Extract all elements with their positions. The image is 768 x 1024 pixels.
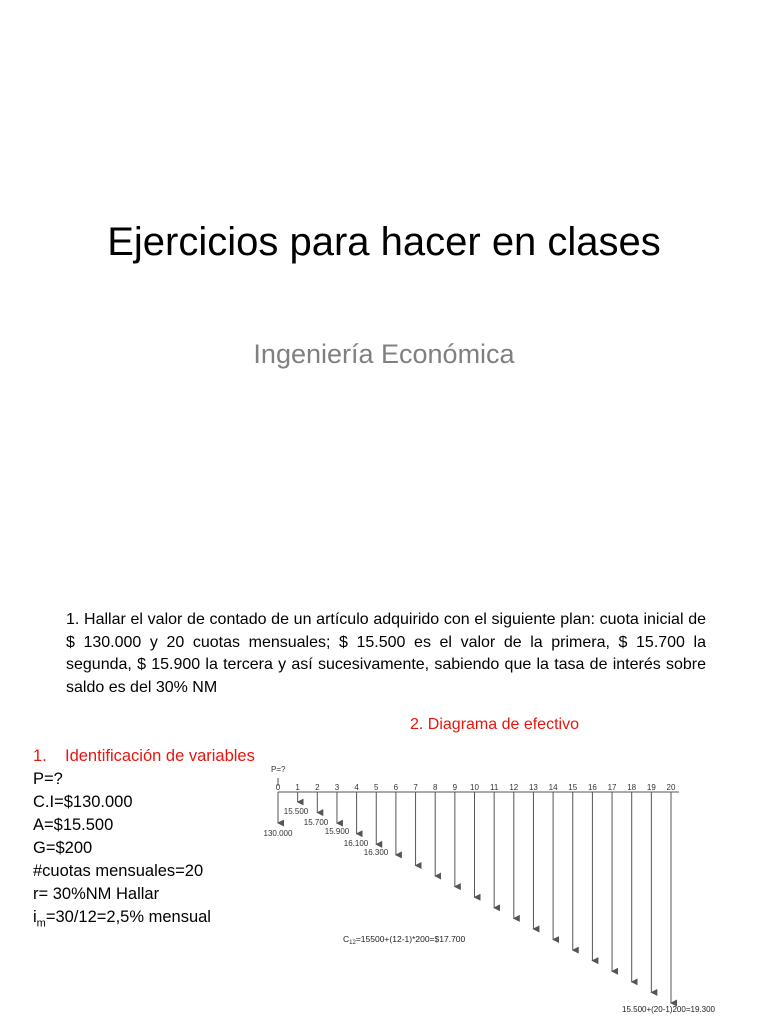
period-label: 2 [315,783,320,792]
period-label: 9 [452,783,458,792]
rate-value: =30/12=2,5% mensual [45,908,211,926]
period-label: 15 [568,783,578,792]
period-label: 12 [509,783,519,792]
period-label: 20 [666,783,676,792]
formula-period-20: 15.500+(20-1)200=19.300 [622,1005,715,1014]
slide-subtitle: Ingeniería Económica [253,339,515,369]
period-label: 14 [548,783,558,792]
period-label: 8 [432,783,438,792]
variable-line: C.I=$130.000 [33,793,133,811]
diagram-heading: 2. Diagrama de efectivo [410,716,579,733]
variable-line: P=? [33,770,63,788]
initial-payment-label: 130.000 [263,829,293,838]
period-label: 10 [470,783,479,792]
period-label: 17 [607,783,617,792]
formula-period-12: $C_{12}=15500+(12-1)*200=\$17.700$ [343,934,466,946]
variable-line: G=$200 [33,839,93,857]
problem-statement: 1. Hallar el valor de contado de un artículo adquirido con el siguiente plan: cuota inicial de $ 130.000 y 20 cuotas mensuales; $ 15.500 es el valor de la primera, $ 15.700 la segunda, $ 15.900 la tercera y así sucesivamente, sabiendo que la tasa de interés sobre saldo es del 30% NM [66,611,706,696]
period-label: 11 [489,783,499,792]
slide-title: Ejercicios para hacer en clases [107,220,661,264]
variable-line: #cuotas mensuales=20 [33,862,204,880]
period-label: 3 [334,783,340,792]
payment-label: 15.700 [303,818,329,827]
variable-line: r= 30%NM Hallar [33,885,160,903]
present-value-label: P=? [271,765,286,774]
period-label: 18 [627,783,637,792]
payment-label: 16.300 [363,848,389,857]
period-label: 19 [646,783,656,792]
period-label: 16 [587,783,597,792]
payment-label: 15.900 [324,827,350,836]
period-label: 4 [354,783,359,792]
payment-label: 15.500 [283,807,309,816]
payment-label: 16.100 [343,839,369,848]
period-label: 5 [374,783,379,792]
period-label: 0 [275,783,281,792]
variables-heading-number: 1. [33,747,47,765]
variable-line: A=$15.500 [33,816,114,834]
period-label: 13 [528,783,538,792]
period-label: 1 [295,783,300,792]
rate-symbol: i [33,908,37,926]
variables-heading-text: Identificación de variables [65,747,255,765]
period-label: 7 [413,783,418,792]
period-label: 6 [393,783,399,792]
rate-subscript: m [36,917,46,930]
